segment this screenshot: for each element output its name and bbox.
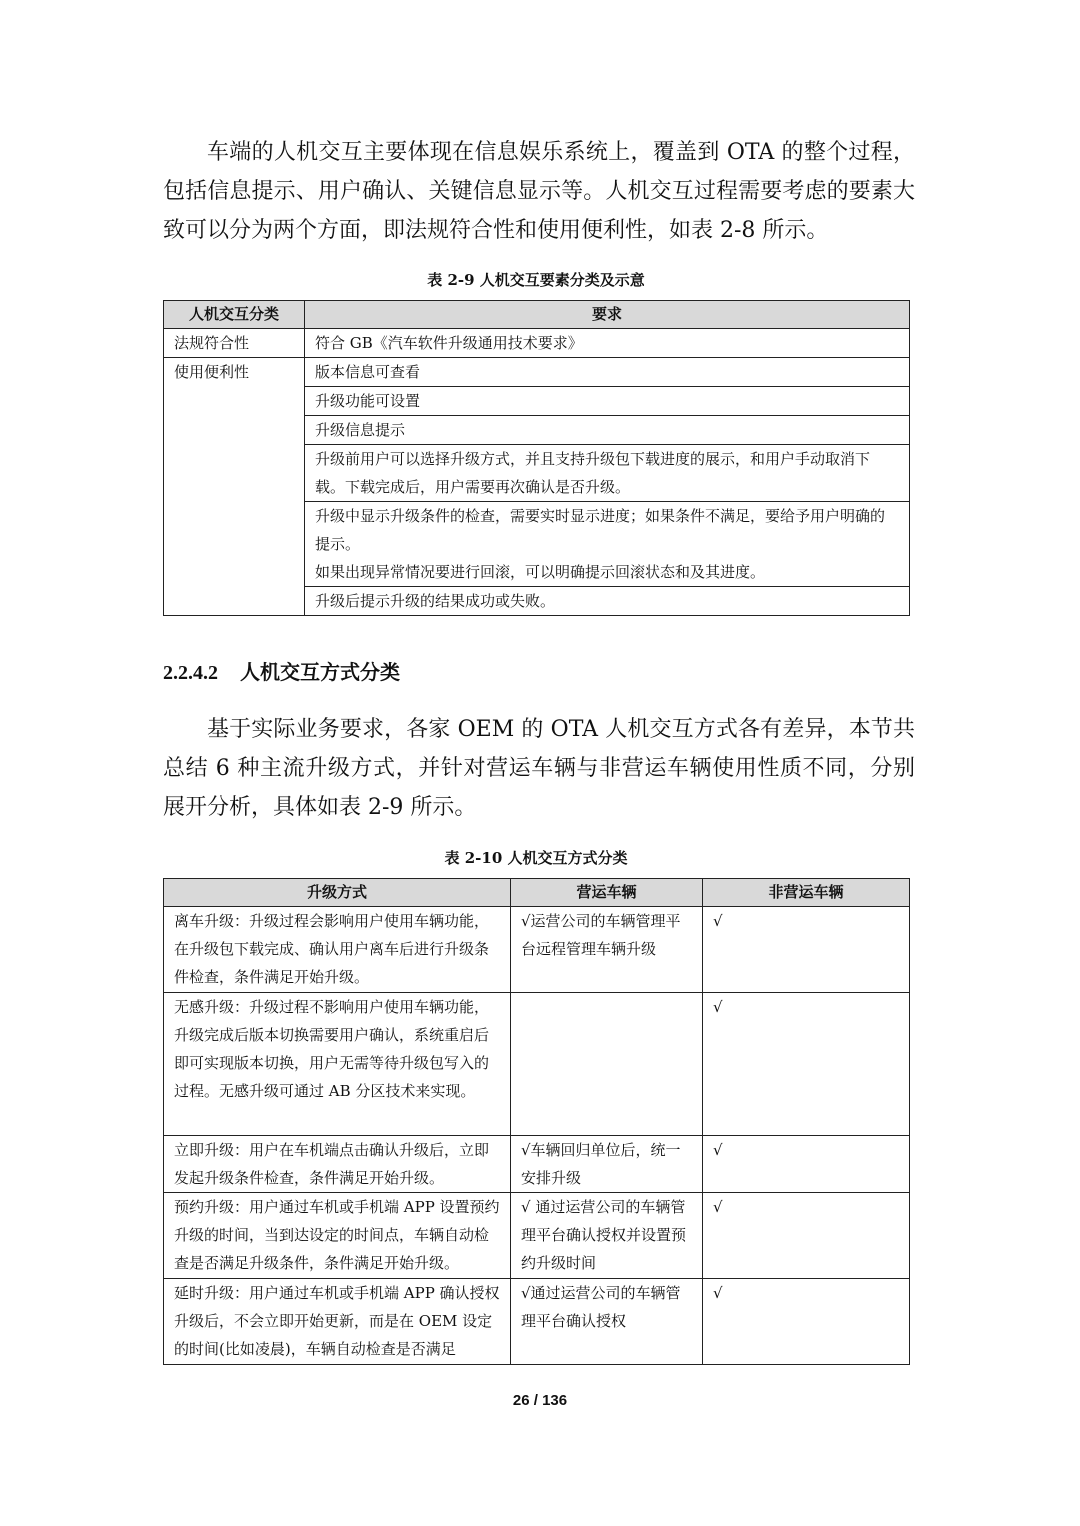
section-number: 2.2.4.2 bbox=[163, 662, 218, 684]
table-row bbox=[164, 1193, 910, 1279]
table-row bbox=[164, 358, 910, 387]
mode-cell: 延时升级：用户通过车机或手机端 APP 确认授权升级后，不会立即开始更新，而是在 OEM 设定的时间(比如凌晨)，车辆自动检查是否满足 bbox=[164, 1279, 511, 1365]
non-commercial-cell: √ bbox=[703, 1279, 910, 1365]
commercial-cell: √通过运营公司的车辆管理平台确认授权 bbox=[511, 1279, 703, 1365]
requirement-cell: 升级前用户可以选择升级方式，并且支持升级包下载进度的展示，和用户手动取消下载。下载完成后，用户需要再次确认是否升级。 bbox=[305, 445, 910, 502]
column-header: 非营运车辆 bbox=[703, 879, 910, 907]
requirement-cell: 版本信息可查看 bbox=[305, 358, 910, 387]
requirement-cell: 符合 GB《汽车软件升级通用技术要求》 bbox=[305, 329, 910, 358]
non-commercial-cell: √ bbox=[703, 907, 910, 993]
section-heading bbox=[163, 656, 400, 685]
table-header-row bbox=[164, 879, 910, 907]
table-row bbox=[164, 329, 910, 358]
table-caption-1: 表 2-9 人机交互要素分类及示意 bbox=[427, 271, 645, 289]
non-commercial-cell: √ bbox=[703, 1193, 910, 1279]
requirement-cell bbox=[305, 502, 910, 587]
requirement-cell: 升级功能可设置 bbox=[305, 387, 910, 416]
category-cell: 法规符合性 bbox=[164, 329, 305, 358]
commercial-cell: √车辆回归单位后，统一安排升级 bbox=[511, 1136, 703, 1193]
table-row bbox=[164, 993, 910, 1136]
non-commercial-cell: √ bbox=[703, 993, 910, 1136]
section-title: 人机交互方式分类 bbox=[240, 660, 400, 684]
mode-cell: 立即升级：用户在车机端点击确认升级后，立即发起升级条件检查，条件满足开始升级。 bbox=[164, 1136, 511, 1193]
non-commercial-cell: √ bbox=[703, 1136, 910, 1193]
mode-cell: 预约升级：用户通过车机或手机端 APP 设置预约升级的时间，当到达设定的时间点，车辆自动检查是否满足升级条件，条件满足开始升级。 bbox=[164, 1193, 511, 1279]
intro-paragraph: 车端的人机交互主要体现在信息娱乐系统上，覆盖到 OTA 的整个过程，包括信息提示、用户确认、关键信息显示等。人机交互过程需要考虑的要素大致可以分为两个方面，即法规符合性和使用便利性，如表 2-8 所示。 bbox=[163, 140, 915, 243]
requirement-line: 如果出现异常情况要进行回滚，可以明确提示回滚状态和及其进度。 bbox=[315, 563, 766, 581]
commercial-cell: √ 通过运营公司的车辆管理平台确认授权并设置预约升级时间 bbox=[511, 1193, 703, 1279]
table-caption-2: 表 2-10 人机交互方式分类 bbox=[444, 849, 628, 867]
column-header: 升级方式 bbox=[164, 879, 511, 907]
mode-cell: 离车升级：升级过程会影响用户使用车辆功能，在升级包下载完成、确认用户离车后进行升级条件检查，条件满足开始升级。 bbox=[164, 907, 511, 993]
table-header-row bbox=[164, 301, 910, 329]
column-header: 营运车辆 bbox=[511, 879, 703, 907]
mode-cell: 无感升级：升级过程不影响用户使用车辆功能，升级完成后版本切换需要用户确认，系统重启后即可实现版本切换，用户无需等待升级包写入的过程。无感升级可通过 AB 分区技术来实现。 bbox=[164, 993, 511, 1136]
body-paragraph: 基于实际业务要求，各家 OEM 的 OTA 人机交互方式各有差异，本节共总结 6 种主流升级方式，并针对营运车辆与非营运车辆使用性质不同，分别展开分析，具体如表 2-9 所示。 bbox=[163, 717, 915, 820]
requirement-cell: 升级后提示升级的结果成功或失败。 bbox=[305, 587, 910, 616]
requirement-line: 升级中显示升级条件的检查，需要实时显示进度；如果条件不满足，要给予用户明确的提示。 bbox=[315, 507, 886, 553]
table-row bbox=[164, 1279, 910, 1365]
commercial-cell: √运营公司的车辆管理平台远程管理车辆升级 bbox=[511, 907, 703, 993]
requirement-cell: 升级信息提示 bbox=[305, 416, 910, 445]
hmi-elements-table bbox=[163, 300, 910, 616]
page-number: 26 / 136 bbox=[512, 1392, 568, 1409]
category-cell: 使用便利性 bbox=[164, 358, 305, 616]
column-header: 要求 bbox=[305, 301, 910, 329]
commercial-cell bbox=[511, 993, 703, 1136]
table-row bbox=[164, 907, 910, 993]
table-row bbox=[164, 1136, 910, 1193]
hmi-mode-table bbox=[163, 878, 910, 1365]
column-header: 人机交互分类 bbox=[164, 301, 305, 329]
